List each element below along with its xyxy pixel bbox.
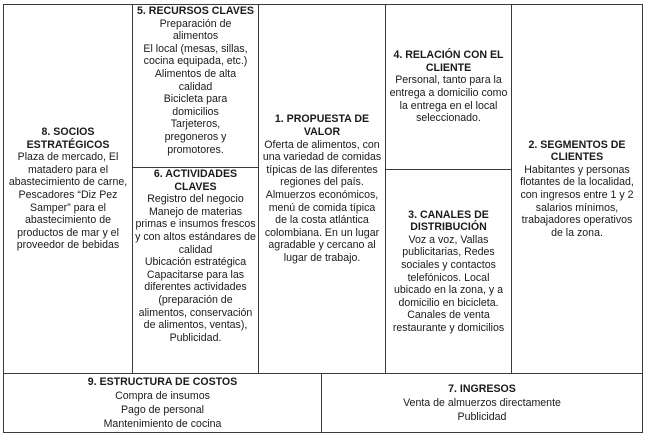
actividades-item: Ubicación estratégica xyxy=(144,256,247,269)
propuesta-body: Oferta de alimentos, con una variedad de comidas típicas de las diferentes regiones del país. Almuerzos económicos, menú de comida típica de la costa atlántica colombiana. En un lugar agradable y cercano al lugar de trabajo. xyxy=(262,138,382,264)
costos-title: 9. ESTRUCTURA DE COSTOS xyxy=(87,376,238,388)
costos-item: Compra de insumos xyxy=(115,390,210,402)
canales-body: Voz a voz, Vallas publicitarias, Redes sociales y contactos telefónicos. Local ubicado en la zona, y a domicilio en bicicleta. Canales de venta restaurante y domicilios xyxy=(392,233,505,334)
recursos-item: Alimentos de alta calidad xyxy=(154,67,237,93)
actividades-item: Manejo de materias primas e insumos frescos y con altos estándares de calidad xyxy=(135,205,256,256)
recursos-item: Preparación de alimentos xyxy=(159,17,232,43)
segmentos-title: 2. SEGMENTOS DE CLIENTES xyxy=(528,138,626,164)
propuesta-valor-cell xyxy=(258,4,386,374)
ingresos-cell xyxy=(321,373,643,433)
ingresos-item: Publicidad xyxy=(457,411,507,423)
relacion-cliente-cell xyxy=(385,4,512,170)
segmentos-body: Habitantes y personas flotantes de la localidad, con ingresos entre 1 y 2 salarios mínimos, trabajadores operativos de la zona. xyxy=(520,163,634,239)
actividades-claves-cell xyxy=(132,167,259,374)
costos-item: Pago de personal xyxy=(120,404,205,416)
socios-estrategicos-cell xyxy=(3,4,133,374)
recursos-title: 5. RECURSOS CLAVES xyxy=(137,5,254,17)
actividades-item: Capacitarse para las diferentes actividades (preparación de alimentos, conservación de alimentos, ventas), Publicidad. xyxy=(138,268,253,344)
costos-item: Mantenimiento de cocina xyxy=(103,418,222,430)
recursos-item: Bicicleta para domicilios xyxy=(163,93,228,118)
relacion-title: 4. RELACIÓN CON EL CLIENTE xyxy=(393,49,504,74)
recursos-item: Tarjeteros, pregoneros y promotores. xyxy=(164,118,227,156)
ingresos-title: 7. INGRESOS xyxy=(448,383,516,395)
canales-distribucion-cell xyxy=(385,169,512,374)
segmentos-clientes-cell xyxy=(511,4,643,374)
ingresos-item: Venta de almuerzos directamente xyxy=(403,397,561,409)
propuesta-title: 1. PROPUESTA DE VALOR xyxy=(274,113,370,139)
canales-title: 3. CANALES DE DISTRIBUCIÓN xyxy=(408,208,489,234)
actividades-item: Registro del negocio xyxy=(147,193,244,206)
recursos-item: El local (mesas, sillas, cocina equipada, etc.) xyxy=(143,42,248,68)
actividades-title: 6. ACTIVIDADES CLAVES xyxy=(153,168,238,193)
socios-body: Plaza de mercado, El matadero para el abastecimiento de carne, Pescadores “Diz Pez Samper” para el abastecimiento de productos de mar y el proveedor de bebidas xyxy=(8,151,128,252)
relacion-body: Personal, tanto para la entrega a domicilio como la entrega en el local seleccionado. xyxy=(389,74,508,125)
recursos-claves-cell xyxy=(132,4,259,168)
socios-title: 8. SOCIOS ESTRATÉGICOS xyxy=(26,126,110,151)
estructura-costos-cell xyxy=(3,373,322,433)
